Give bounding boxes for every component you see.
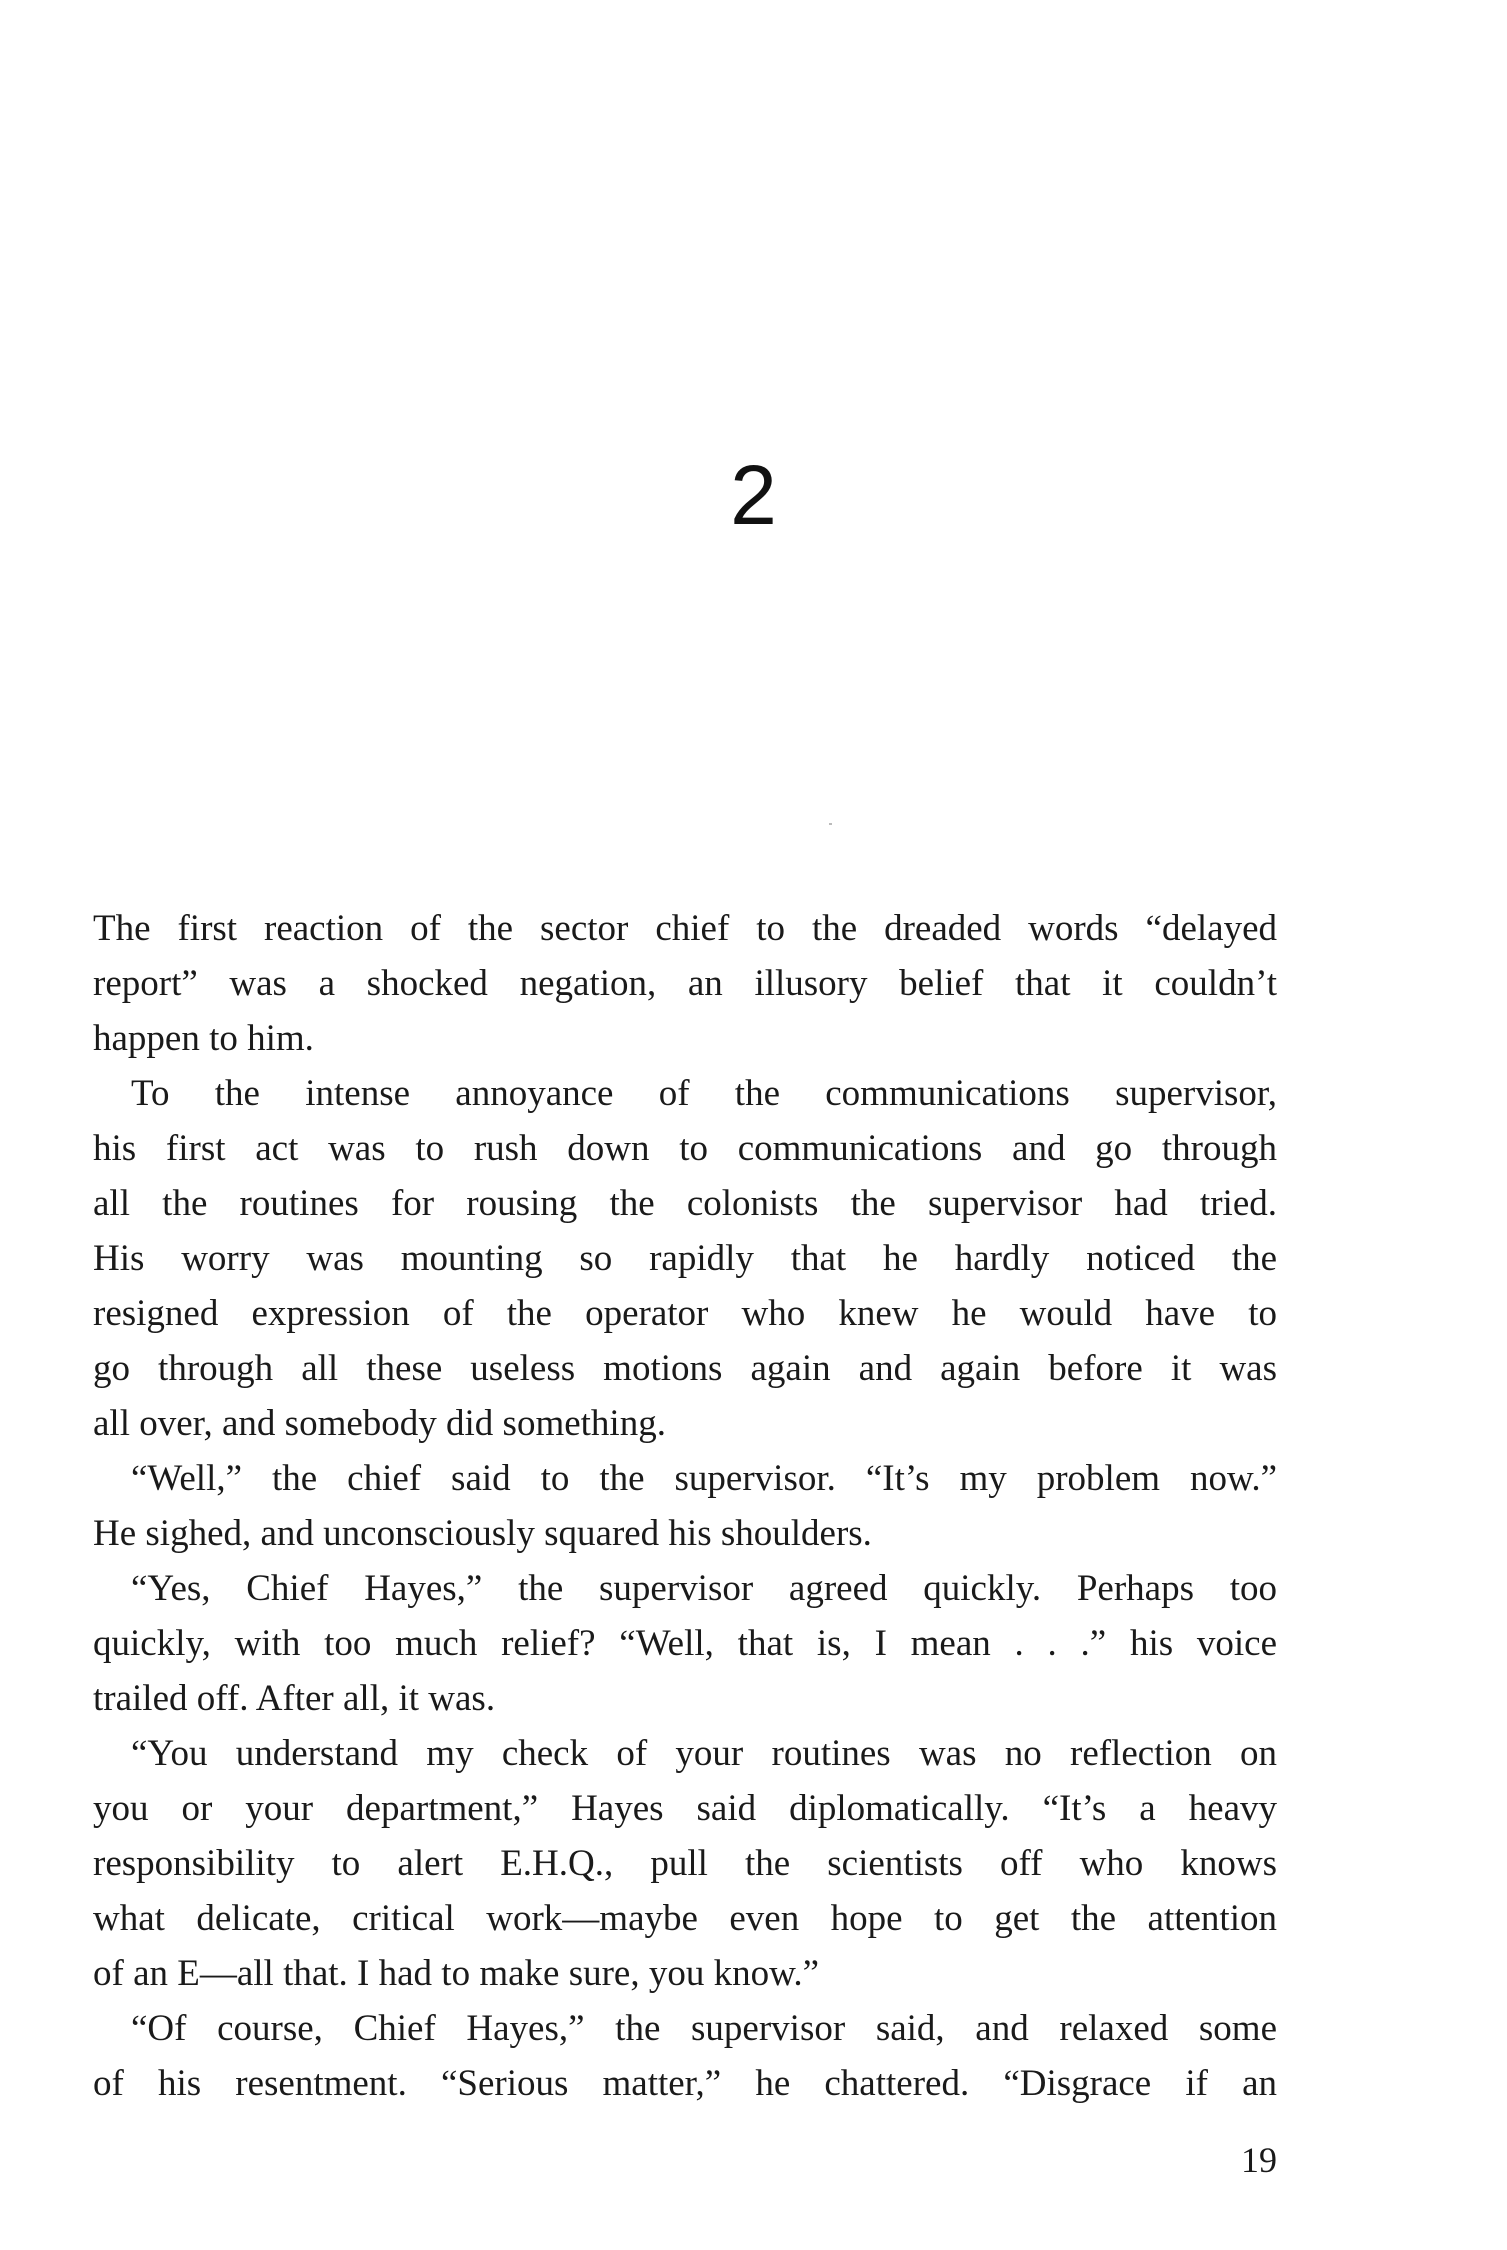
text-line: He sighed, and unconsciously squared his shoulders. bbox=[93, 1513, 872, 1554]
text-line: The first reaction of the sector chief to the dreaded words “delayed bbox=[93, 908, 1277, 949]
text-line: “Well,” the chief said to the supervisor. “It’s my problem now.” bbox=[131, 1458, 1277, 1499]
text-line: of an E—all that. I had to make sure, you know.” bbox=[93, 1953, 820, 1994]
text-line: of his resentment. “Serious matter,” he chattered. “Disgrace if an bbox=[93, 2063, 1277, 2104]
text-line: To the intense annoyance of the communications supervisor, bbox=[131, 1073, 1277, 1114]
text-line: his first act was to rush down to communications and go through bbox=[93, 1128, 1277, 1169]
text-line: all over, and somebody did something. bbox=[93, 1403, 666, 1444]
text-line: what delicate, critical work—maybe even hope to get the attention bbox=[93, 1898, 1277, 1939]
text-line: you or your department,” Hayes said diplomatically. “It’s a heavy bbox=[93, 1788, 1277, 1829]
stray-mark bbox=[829, 823, 832, 825]
text-line: resigned expression of the operator who knew he would have to bbox=[93, 1293, 1277, 1334]
text-line: quickly, with too much relief? “Well, that is, I mean . . .” his voice bbox=[93, 1623, 1277, 1664]
text-line: all the routines for rousing the colonists the supervisor had tried. bbox=[93, 1183, 1277, 1224]
page-number: 19 bbox=[1241, 2140, 1277, 2180]
text-line: report” was a shocked negation, an illusory belief that it couldn’t bbox=[93, 963, 1277, 1004]
chapter-number: 2 bbox=[730, 448, 777, 542]
text-line: trailed off. After all, it was. bbox=[93, 1678, 496, 1719]
body-text bbox=[93, 901, 1277, 2111]
text-line: “Of course, Chief Hayes,” the supervisor said, and relaxed some bbox=[131, 2008, 1277, 2049]
text-line: go through all these useless motions again and again before it was bbox=[93, 1348, 1277, 1389]
text-line: responsibility to alert E.H.Q., pull the scientists off who knows bbox=[93, 1843, 1277, 1884]
text-line: His worry was mounting so rapidly that he hardly noticed the bbox=[93, 1238, 1277, 1279]
text-line: happen to him. bbox=[93, 1018, 314, 1059]
text-line: “Yes, Chief Hayes,” the supervisor agreed quickly. Perhaps too bbox=[131, 1568, 1277, 1609]
text-line: “You understand my check of your routines was no reflection on bbox=[131, 1733, 1277, 1774]
